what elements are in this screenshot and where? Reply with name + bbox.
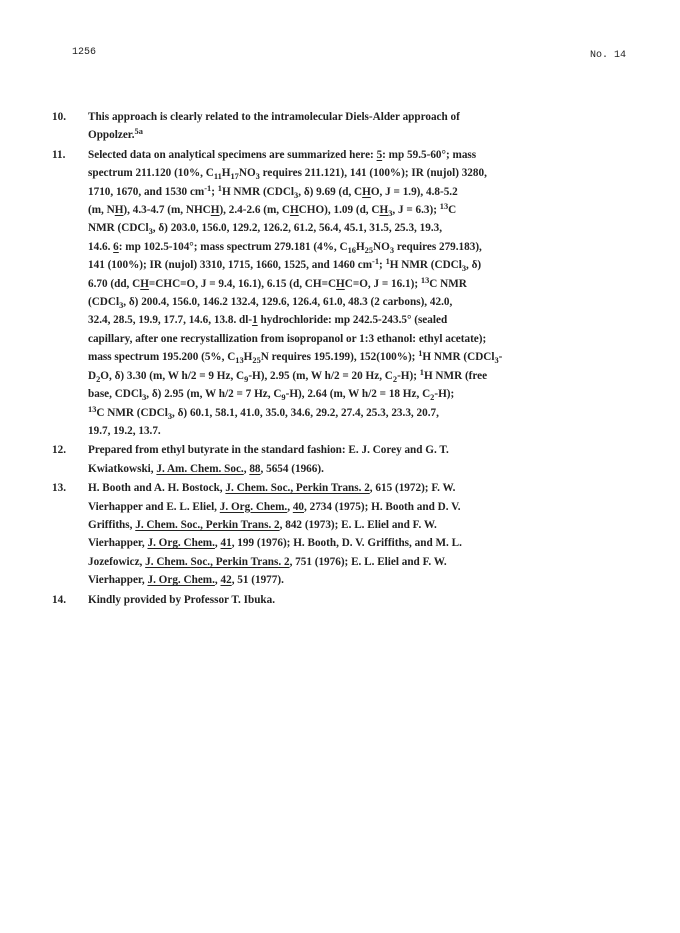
text-run: 19.7, 19.2, 13.7. [88, 424, 161, 437]
underlined-text: J. Chem. Soc., Perkin Trans. 2 [145, 555, 290, 568]
note-number: 10. [52, 111, 66, 123]
note-line [88, 404, 637, 422]
text-run: - [498, 351, 503, 364]
superscript: 1 [419, 367, 424, 377]
underlined-text: J. Org. Chem. [147, 537, 215, 550]
note-text [88, 108, 637, 145]
journal-issue: No. 14 [589, 50, 626, 61]
text-run: Vierhapper, [88, 574, 148, 587]
text-run: -H), 2.95 (m, W h/2 = 20 Hz, C [248, 369, 393, 382]
subscript: 9 [281, 393, 286, 403]
text-run: (CDCl [88, 296, 120, 309]
text-run: Griffiths, [88, 518, 136, 531]
references-list [52, 108, 637, 609]
text-run: D [88, 369, 97, 382]
subscript: 11 [213, 172, 222, 182]
text-run: H [243, 351, 253, 364]
text-run: NO [373, 240, 390, 253]
note-line [88, 219, 637, 237]
underlined-text: H [289, 204, 299, 217]
text-run: , 51 (1977). [231, 574, 284, 587]
text-run: -H); [434, 388, 455, 401]
note-line [88, 441, 637, 459]
note-line [88, 330, 637, 348]
superscript: 1 [418, 349, 423, 359]
text-run: , [214, 537, 221, 550]
text-run: , δ) [466, 259, 482, 272]
subscript: 3 [148, 227, 153, 237]
text-run: Oppolzer. [88, 129, 135, 142]
text-run: , δ) 200.4, 156.0, 146.2 132.4, 129.6, 126.4, 61.0, 48.3 (2 carbons), 42.0, [123, 296, 453, 309]
subscript: 3 [142, 393, 147, 403]
underlined-text: J. Chem. Soc., Perkin Trans. 2 [225, 482, 370, 495]
note-text [88, 479, 637, 589]
superscript: 13 [88, 404, 97, 414]
subscript: 3 [461, 264, 467, 274]
text-run: base, CDCl [88, 388, 143, 401]
text-run: N requires 195.199), 152(100%); [260, 351, 419, 364]
note-line [88, 385, 637, 403]
underlined-text: 6 [113, 240, 119, 253]
subscript: 3 [167, 411, 173, 421]
reference-note [52, 441, 637, 478]
text-run: , δ) 203.0, 156.0, 129.2, 126.2, 61.2, 56.4, 45.1, 31.5, 25.3, 19.3, [152, 222, 443, 235]
note-line [88, 460, 637, 478]
text-run: , δ) 9.69 (d, C [298, 185, 363, 198]
text-run: H NMR (CDCl [389, 259, 462, 272]
superscript: 13 [420, 275, 430, 285]
superscript: 13 [439, 201, 449, 211]
note-line [88, 146, 637, 164]
text-run: requires 211.121), 141 (100%); IR (nujol) 3280, [259, 167, 487, 180]
reference-note [52, 146, 637, 441]
superscript: 5a [134, 127, 143, 137]
note-line [88, 571, 637, 589]
underlined-text: H [336, 277, 345, 290]
superscript: 1 [385, 257, 390, 267]
text-run: : mp 102.5-104°; mass spectrum 279.181 (4%, C [118, 240, 348, 253]
underlined-text: H [362, 185, 371, 198]
text-run: C=O, J = 16.1); [344, 277, 421, 290]
note-line [88, 311, 637, 329]
underlined-text: J. Org. Chem. [219, 500, 288, 513]
note-line [88, 516, 637, 534]
note-text [88, 146, 637, 441]
text-run: H [355, 240, 365, 253]
text-run: , 199 (1976); H. Booth, D. V. Griffiths, and M. L. [231, 537, 462, 550]
superscript: -1 [204, 183, 212, 193]
text-run: H [221, 167, 231, 180]
text-run: C NMR (CDCl [96, 406, 168, 419]
note-line [88, 275, 637, 293]
text-run: , J = 6.3); [392, 204, 440, 217]
text-run: Kwiatkowski, [88, 462, 157, 475]
underlined-text: H [379, 204, 389, 217]
note-line [88, 348, 637, 366]
text-run: O, δ) 3.30 (m, W h/2 = 9 Hz, C [100, 369, 245, 382]
note-line [88, 553, 637, 571]
text-run: : mp 59.5-60°; mass [382, 148, 477, 161]
subscript: 2 [392, 374, 398, 384]
text-run: C [448, 204, 457, 217]
note-line [88, 238, 637, 256]
superscript: 1 [217, 183, 222, 193]
text-run: 1710, 1670, and 1530 cm [88, 185, 205, 198]
superscript: -1 [372, 257, 380, 267]
text-run: Selected data on analytical specimens are summarized here: [88, 148, 377, 161]
underlined-text: J. Org. Chem. [147, 574, 215, 587]
subscript: 25 [364, 245, 374, 255]
text-run: H NMR (CDCl [221, 185, 295, 198]
text-run: ; [211, 185, 218, 198]
note-line [88, 422, 637, 440]
underlined-text: 1 [252, 314, 258, 327]
subscript: 25 [252, 356, 261, 366]
text-run: , 5654 (1966). [260, 462, 324, 475]
note-line [88, 479, 637, 497]
underlined-text: H [210, 204, 220, 217]
text-run: , δ) 60.1, 58.1, 41.0, 35.0, 34.6, 29.2, 27.4, 25.3, 23.3, 20.7, [172, 406, 439, 419]
text-run: 14.6. [88, 240, 114, 253]
note-line [88, 201, 637, 219]
text-run: NO [238, 167, 256, 180]
subscript: 3 [494, 356, 499, 366]
text-run: capillary, after one recrystallization from isopropanol or 1:3 ethanol: ethyl acetate); [88, 332, 487, 345]
text-run: , [287, 500, 293, 513]
text-run: , 615 (1972); F. W. [369, 482, 456, 495]
underlined-text: 88 [249, 462, 261, 475]
subscript: 3 [294, 190, 299, 200]
underlined-text: H [140, 277, 149, 290]
text-run: ; [379, 259, 386, 272]
note-line [88, 591, 637, 609]
note-text [88, 591, 637, 609]
underlined-text: 42 [220, 574, 232, 587]
text-run: mass spectrum 195.200 (5%, C [88, 351, 236, 364]
text-run: requires 279.183), [394, 240, 482, 253]
text-run: H NMR (CDCl [422, 351, 495, 364]
reference-note [52, 591, 637, 609]
subscript: 3 [389, 245, 395, 255]
text-run: ), 4.3-4.7 (m, NHC [123, 204, 211, 217]
subscript: 17 [230, 172, 239, 182]
reference-note [52, 108, 637, 145]
underlined-text: H [114, 204, 124, 217]
note-line [88, 498, 637, 516]
text-run: , [214, 574, 221, 587]
underlined-text: 5 [376, 148, 383, 161]
note-line [88, 256, 637, 274]
note-number: 11. [52, 148, 66, 161]
note-line [88, 367, 637, 385]
text-run: NMR (CDCl [88, 222, 149, 235]
text-run: H. Booth and A. H. Bostock, [88, 482, 226, 495]
text-run: , 842 (1973); E. L. Eliel and F. W. [279, 518, 437, 531]
text-run: 32.4, 28.5, 19.9, 17.7, 14.6, 13.8. dl- [88, 314, 253, 327]
text-run: hydrochloride: mp 242.5-243.5° (sealed [257, 314, 448, 327]
page-number: 1256 [72, 47, 97, 58]
subscript: 3 [255, 172, 260, 182]
text-run: O, J = 1.9), 4.8-5.2 [370, 185, 458, 198]
note-line [88, 108, 637, 126]
note-number: 13. [52, 482, 66, 495]
note-number: 14. [52, 593, 66, 606]
text-run: C NMR [429, 277, 467, 290]
text-run: , [243, 462, 250, 475]
text-run: , 751 (1976); E. L. Eliel and F. W. [289, 555, 447, 568]
text-run: Kindly provided by Professor T. Ibuka. [88, 593, 276, 606]
text-run: =CHC=O, J = 9.4, 16.1), 6.15 (d, CH=C [148, 277, 337, 290]
underlined-text: 40 [292, 500, 304, 513]
text-run: ), 2.4-2.6 (m, C [219, 204, 290, 217]
underlined-text: 41 [220, 537, 232, 550]
text-run: CHO), 1.09 (d, C [298, 204, 380, 217]
underlined-text: J. Chem. Soc., Perkin Trans. 2 [135, 518, 280, 531]
text-run: Prepared from ethyl butyrate in the standard fashion: E. J. Corey and G. T. [88, 444, 449, 457]
text-run: , δ) 2.95 (m, W h/2 = 7 Hz, C [146, 388, 282, 401]
text-run: This approach is clearly related to the intramolecular Diels-Alder approach of [88, 111, 460, 123]
text-run: 6.70 (dd, C [88, 277, 141, 290]
text-run: Vierhapper, [88, 537, 148, 550]
text-run: Vierhapper and E. L. Eliel, [88, 500, 220, 513]
text-run: , 2734 (1975); H. Booth and D. V. [304, 500, 461, 513]
text-run: -H), 2.64 (m, W h/2 = 18 Hz, C [285, 388, 431, 401]
text-run: -H); [397, 369, 420, 382]
note-line [88, 534, 637, 552]
subscript: 3 [119, 301, 124, 310]
note-line [88, 164, 637, 182]
subscript: 3 [388, 208, 393, 218]
subscript: 2 [96, 374, 101, 384]
text-run: Jozefowicz, [88, 555, 146, 568]
subscript: 9 [244, 374, 249, 384]
subscript: 16 [347, 245, 356, 255]
note-line [88, 126, 637, 144]
reference-note [52, 479, 637, 589]
underlined-text: J. Am. Chem. Soc. [156, 462, 244, 475]
text-run: H NMR (free [423, 369, 488, 382]
subscript: 2 [430, 393, 435, 403]
text-run: 141 (100%); IR (nujol) 3310, 1715, 1660, 1525, and 1460 cm [88, 259, 373, 272]
text-run: spectrum 211.120 (10%, C [88, 167, 214, 180]
note-line [88, 293, 637, 311]
text-run: (m, N [88, 204, 115, 217]
note-number: 12. [52, 444, 66, 457]
subscript: 13 [235, 356, 244, 366]
note-text [88, 441, 637, 478]
note-line [88, 183, 637, 201]
